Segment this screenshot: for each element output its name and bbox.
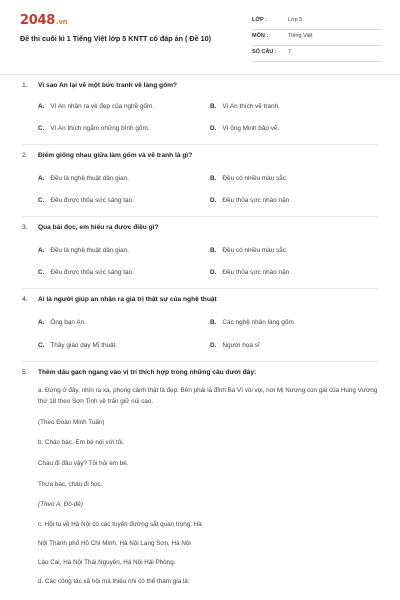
option-b[interactable] <box>210 175 288 182</box>
option-a[interactable] <box>38 175 129 182</box>
meta-label: LỚP : <box>252 17 267 23</box>
option-key: B. <box>210 103 217 110</box>
option-key: B. <box>210 175 217 182</box>
option-text: Vì ông Minh bảo vẽ. <box>222 125 280 132</box>
meta-value: Lớp 5 <box>288 17 303 23</box>
option-d[interactable] <box>210 269 291 276</box>
meta-row-class <box>252 14 382 30</box>
option-key: B. <box>210 319 217 326</box>
option-text: Đều có nhiều màu sắc. <box>222 175 288 182</box>
page-title: Đề thi cuối kì 1 Tiếng Việt lớp 5 KNTT có đáp án ( Đề 10) <box>20 34 211 43</box>
option-a[interactable] <box>38 103 154 110</box>
meta-row-subject <box>252 30 382 46</box>
meta-value: 7 <box>288 49 292 55</box>
option-key: C. <box>38 269 45 276</box>
option-d[interactable] <box>210 125 279 132</box>
option-b[interactable] <box>210 247 288 254</box>
option-c[interactable] <box>38 125 150 132</box>
question-text: Qua bài đọc, em hiểu ra được điều gì? <box>38 224 159 231</box>
option-text: Vì An nhận ra vẻ đẹp của nghề gốm. <box>50 103 155 110</box>
option-b[interactable] <box>210 319 296 326</box>
option-c[interactable] <box>38 269 134 276</box>
passage-line: Thưa bác, cháu đi học. <box>38 481 103 488</box>
option-key: D. <box>210 269 217 276</box>
option-d[interactable] <box>210 342 260 349</box>
question-divider <box>22 144 378 145</box>
question-divider <box>22 361 378 362</box>
option-key: A. <box>38 319 45 326</box>
exam-meta-table <box>252 14 382 62</box>
option-a[interactable] <box>38 247 129 254</box>
option-c[interactable] <box>38 342 117 349</box>
question-number: 4. <box>22 296 28 303</box>
option-text: Vì An thích vẽ tranh. <box>222 103 280 110</box>
question-text: Điểm giống nhau giữa làm gốm và vẽ tranh là gì? <box>38 152 193 159</box>
question-text: Ai là người giúp an nhận ra giá trị thật sự của nghệ thuật <box>38 296 217 303</box>
question-number: 3. <box>22 224 28 231</box>
option-key: A. <box>38 247 45 254</box>
option-text: Đều có nhiều màu sắc. <box>222 247 288 254</box>
question-number: 5. <box>22 369 28 376</box>
option-key: C. <box>38 125 45 132</box>
logo-main-text: 2048 <box>20 13 55 28</box>
meta-label: SỐ CÂU : <box>252 49 277 55</box>
question-text: Thêm dấu gạch ngang vào vị trí thích hợp trong những câu dưới đây: <box>38 369 257 376</box>
option-text: Đều là nghệ thuật dân gian. <box>50 175 129 182</box>
passage-line: Lào Cai, Hà Nội Thái Nguyên, Hà Nội Hải Phòng. <box>38 559 176 566</box>
option-text: Đều được thỏa sức sáng tạo. <box>50 197 134 204</box>
passage-line: d. Các công tác xã hội mà thiếu nhi có thể tham gia là: <box>38 578 190 585</box>
option-key: D. <box>210 197 217 204</box>
option-text: Các nghệ nhân làng gốm. <box>222 319 296 326</box>
passage-line: b. Chào bác. Em bé nói với tôi. <box>38 439 125 446</box>
option-text: Đều là nghệ thuật dân gian. <box>50 247 129 254</box>
option-text: Vì An thích ngắm những bình gốm. <box>50 125 150 132</box>
meta-row-question-count <box>252 46 382 62</box>
meta-value: Tiếng Việt <box>288 33 313 39</box>
option-text: Đều thỏa sức nhào nặn. <box>222 269 291 276</box>
passage-source: (Theo Đoàn Minh Tuấn) <box>38 419 105 426</box>
page-header <box>0 0 400 74</box>
question-number: 1. <box>22 82 28 89</box>
option-text: Đều thỏa sức nhào nặn. <box>222 197 291 204</box>
option-key: B. <box>210 247 217 254</box>
passage-line: Cháu đi đâu vậy? Tôi hỏi em bé. <box>38 460 129 467</box>
option-text: Người họa sĩ <box>222 342 260 349</box>
option-key: A. <box>38 103 45 110</box>
question-text: Vì sao An lại vẽ một bức tranh về làng gốm? <box>38 82 177 89</box>
option-key: A. <box>38 175 45 182</box>
option-text: Ông bạn An. <box>50 319 86 326</box>
passage-line: Nội Thành phố Hồ Chí Minh, Hà Nội Lạng Sơn, Hà Nội <box>38 540 191 547</box>
option-key: D. <box>210 342 217 349</box>
question-divider <box>22 216 378 217</box>
option-key: C. <box>38 342 45 349</box>
question-divider <box>22 288 378 289</box>
passage-line: c. Hội tụ về Hà Nội có các tuyến đường sắt quan trọng: Hà <box>38 521 202 528</box>
header-divider <box>0 74 400 75</box>
option-key: D. <box>210 125 217 132</box>
passage-paragraph: a. Đứng ở đây, nhìn ra xa, phong cảnh thật là đẹp. Bên phải là đỉnh Ba Vì vòi vọi, nơi Mị Nương con gái của Hùng Vương thứ 18 theo Sơn Tinh về trấn giữ núi cao. <box>38 387 378 405</box>
question-number: 2. <box>22 152 28 159</box>
option-text: Đều được thỏa sức sáng tạo. <box>50 269 134 276</box>
meta-label: MÔN : <box>252 33 269 39</box>
option-b[interactable] <box>210 103 280 110</box>
option-c[interactable] <box>38 197 134 204</box>
option-a[interactable] <box>38 319 86 326</box>
site-logo[interactable] <box>20 13 67 28</box>
option-key: C. <box>38 197 45 204</box>
option-d[interactable] <box>210 197 291 204</box>
option-text: Thầy giáo dạy Mĩ thuật. <box>50 342 118 349</box>
passage-source: (Theo A. Đô-đê) <box>38 501 83 508</box>
logo-suffix-text: .vn <box>55 18 68 26</box>
